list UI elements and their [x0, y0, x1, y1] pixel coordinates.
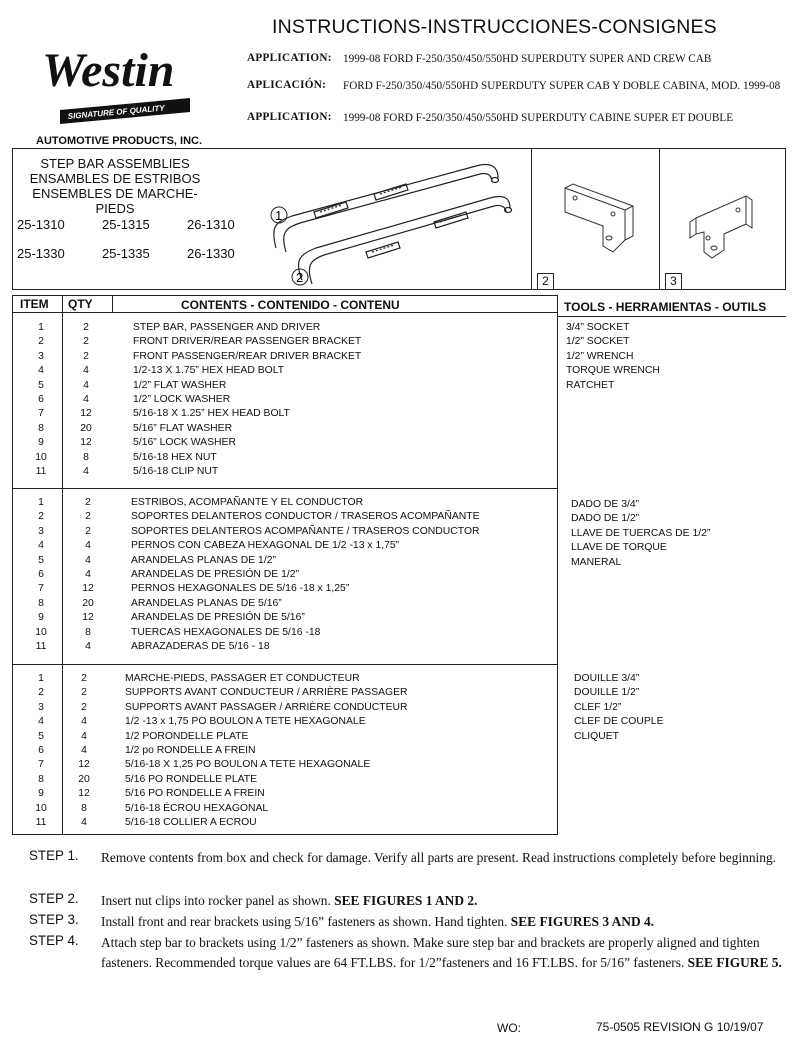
cell-qty: 2 [83, 350, 89, 362]
cell-description: 1/2-13 X 1.75” HEX HEAD BOLT [133, 365, 285, 377]
item-column-fr [25, 672, 57, 830]
step-text-body: Attach step bar to brackets using 1/2” fasteners as shown. Make sure step bar and brackets are properly aligned and tighten fasteners. Recommended torque values are 64 FT.LBS. for 1/2”fasteners and 16 FT.LBS. for 5/16” fasteners. [101, 935, 760, 970]
cell-qty: 12 [78, 759, 90, 771]
cell-tool: LLAVE DE TUERCAS DE 1/2” [571, 527, 711, 539]
step-3 [0, 912, 808, 932]
cell-description: FRONT PASSENGER/REAR DRIVER BRACKET [133, 350, 362, 362]
cell-description: ARANDELAS PLANAS DE 5/16” [131, 597, 282, 609]
step-1 [0, 848, 808, 888]
cell-qty: 4 [81, 744, 87, 756]
cell-qty: 12 [78, 788, 90, 800]
cell-tool: DOUILLE 3/4” [574, 673, 640, 684]
bracket-front-drawing [555, 180, 645, 260]
cell-qty: 2 [85, 511, 91, 523]
cell-item: 9 [38, 437, 44, 449]
cell-description: SUPPORTS AVANT PASSAGER / ARRIÈRE CONDUCTEUR [125, 701, 408, 713]
bracket-rear-drawing [684, 188, 764, 268]
cell-tool: 1/2” SOCKET [566, 336, 630, 348]
cell-description: ABRAZADERAS DE 5/16 - 18 [131, 640, 270, 652]
step-text [101, 848, 791, 868]
table-header-line [12, 312, 557, 313]
tools-column-es [571, 498, 710, 570]
table-top-line [12, 295, 557, 296]
cell-description: 5/16-18 ÉCROU HEXAGONAL [125, 802, 269, 814]
application-text: FORD F-250/350/450/550HD SUPERDUTY SUPER CAB Y DOBLE CABINA, MOD. 1999-08 [343, 80, 781, 92]
qty-column-es [74, 496, 102, 654]
table-border [12, 295, 13, 835]
tools-column-en [566, 321, 660, 393]
cell-item: 4 [38, 540, 44, 552]
item-column-en [25, 321, 57, 479]
cell-item: 11 [35, 465, 47, 477]
cell-tool: 1/2” WRENCH [566, 350, 634, 362]
cell-description: TUERCAS HEXAGONALES DE 5/16 -18 [131, 626, 321, 638]
cell-item: 2 [38, 511, 44, 523]
cell-item: 11 [35, 816, 47, 828]
cell-qty: 20 [80, 422, 92, 434]
application-label: APLICACIÓN: [247, 79, 327, 91]
part-number: 25-1335 [102, 246, 150, 261]
cell-qty: 2 [81, 673, 87, 684]
step-figure-ref: SEE FIGURES 1 AND 2. [334, 893, 478, 908]
cell-description: ARANDELAS DE PRESIÓN DE 1/2” [131, 568, 300, 580]
cell-item: 11 [35, 640, 47, 652]
part-number: 25-1330 [17, 246, 65, 261]
cell-description: ARANDELAS PLANAS DE 1/2” [131, 554, 276, 566]
company-name: AUTOMOTIVE PRODUCTS, INC. [36, 135, 203, 147]
cell-item: 5 [38, 730, 44, 742]
cell-item: 3 [38, 525, 44, 537]
cell-qty: 8 [83, 451, 89, 463]
step-figure-ref: SEE FIGURES 3 AND 4. [510, 914, 655, 929]
cell-item: 2 [38, 336, 44, 348]
cell-description: 1/2” LOCK WASHER [133, 393, 231, 405]
cell-qty: 4 [85, 540, 91, 552]
header-contents: CONTENTS - CONTENIDO - CONTENU [181, 298, 400, 312]
qty-column-fr [70, 672, 98, 830]
cell-qty: 2 [83, 322, 89, 333]
cell-qty: 2 [83, 336, 89, 348]
application-row-es [0, 79, 808, 111]
cell-qty: 12 [80, 408, 92, 420]
part-number: 26-1330 [187, 246, 235, 261]
cell-item: 6 [38, 393, 44, 405]
cell-qty: 20 [82, 597, 94, 609]
cell-item: 10 [35, 802, 47, 814]
assembly-title-es: ENSAMBLES DE ESTRIBOS [29, 171, 201, 186]
cell-item: 1 [38, 673, 44, 684]
step-text-body: Insert nut clips into rocker panel as shown. [101, 893, 335, 908]
cell-tool: CLEF DE COUPLE [574, 716, 664, 728]
cell-qty: 12 [80, 437, 92, 449]
cell-item: 7 [38, 759, 44, 771]
steps-section [0, 848, 808, 1008]
contents-column-es [131, 496, 480, 654]
cell-description: SOPORTES DELANTEROS ACOMPAÑANTE / TRASEROS CONDUCTOR [131, 525, 480, 537]
qty-column-en [72, 321, 100, 479]
cell-tool: 3/4” SOCKET [566, 322, 630, 333]
cell-description: 5/16-18 X 1.25” HEX HEAD BOLT [133, 408, 290, 420]
cell-tool: CLEF 1/2” [574, 701, 622, 713]
assembly-title-en: STEP BAR ASSEMBLIES [40, 156, 190, 171]
revision-info: 75-0505 REVISION G 10/19/07 [596, 1020, 764, 1034]
cell-qty: 8 [81, 802, 87, 814]
cell-qty: 20 [78, 773, 90, 785]
cell-description: 1/2 po RONDELLE A FREIN [125, 744, 256, 756]
cell-qty: 4 [85, 640, 91, 652]
tools-header-line [557, 316, 786, 317]
step-label: STEP 1. [29, 848, 79, 863]
header-item: ITEM [20, 297, 49, 311]
callout-one: 1 [275, 208, 283, 223]
part-number: 26-1310 [187, 217, 235, 232]
cell-qty: 4 [83, 393, 89, 405]
step-text-body: Remove contents from box and check for damage. Verify all parts are present. Read instructions completely before beginning. [101, 850, 777, 865]
item-column-es [25, 496, 57, 654]
cell-qty: 12 [82, 612, 94, 624]
cell-qty: 2 [85, 525, 91, 537]
header-tools: TOOLS - HERRAMIENTAS - OUTILS [564, 300, 767, 314]
cell-item: 4 [38, 716, 44, 728]
cell-item: 7 [38, 408, 44, 420]
cell-item: 8 [38, 597, 44, 609]
application-label: APPLICATION: [247, 52, 332, 64]
cell-qty: 4 [83, 365, 89, 377]
cell-tool: TORQUE WRENCH [566, 365, 660, 377]
cell-qty: 12 [82, 583, 94, 595]
cell-qty: 4 [85, 568, 91, 580]
application-row-en [0, 52, 808, 68]
cell-description: ESTRIBOS, ACOMPAÑANTE Y EL CONDUCTOR [131, 497, 364, 508]
step-text [101, 933, 791, 973]
cell-qty: 4 [83, 465, 89, 477]
cell-description: 5/16 PO RONDELLE PLATE [125, 773, 258, 785]
step-text [101, 891, 791, 911]
logo-wordmark: Westin [42, 44, 175, 97]
cell-qty: 4 [85, 554, 91, 566]
cell-item: 6 [38, 744, 44, 756]
cell-description: 1/2” FLAT WASHER [133, 379, 227, 391]
application-label: APPLICATION: [247, 111, 332, 123]
cell-description: SUPPORTS AVANT CONDUCTEUR / ARRIÈRE PASSAGER [125, 687, 408, 699]
step-label: STEP 2. [29, 891, 79, 906]
cell-item: 5 [38, 379, 44, 391]
cell-tool: LLAVE DE TORQUE [571, 542, 667, 554]
cell-description: 5/16” LOCK WASHER [133, 437, 236, 449]
cell-description: MARCHE-PIEDS, PASSAGER ET CONDUCTEUR [125, 673, 360, 684]
cell-qty: 2 [81, 687, 87, 699]
cell-item: 6 [38, 568, 44, 580]
table-bottom-line [12, 834, 557, 835]
figure-divider [659, 148, 660, 290]
part-number: 25-1315 [102, 217, 150, 232]
cell-qty: 4 [81, 716, 87, 728]
cell-item: 3 [38, 350, 44, 362]
step-2 [0, 891, 808, 911]
table-border [62, 295, 63, 835]
cell-description: 5/16-18 COLLIER A ECROU [125, 816, 257, 828]
callout-two: 2 [296, 270, 304, 285]
cell-qty: 8 [85, 626, 91, 638]
table-border [112, 295, 113, 313]
step-text-body: Install front and rear brackets using 5/16” fasteners as shown. Hand tighten. [101, 914, 511, 929]
cell-tool: RATCHET [566, 379, 615, 391]
cell-description: FRONT DRIVER/REAR PASSENGER BRACKET [133, 336, 362, 348]
figure-number-box: 3 [665, 273, 682, 290]
step-text [101, 912, 791, 932]
cell-item: 1 [38, 497, 44, 508]
cell-item: 8 [38, 422, 44, 434]
step-4 [0, 933, 808, 995]
cell-description: 5/16” FLAT WASHER [133, 422, 233, 434]
application-text: 1999-08 FORD F-250/350/450/550HD SUPERDUTY SUPER AND CREW CAB [343, 53, 712, 65]
cell-description: PERNOS CON CABEZA HEXAGONAL DE 1/2 -13 x 1,75” [131, 540, 400, 552]
header-qty: QTY [68, 297, 93, 311]
cell-description: STEP BAR, PASSENGER AND DRIVER [133, 322, 321, 333]
tools-column-fr [574, 672, 664, 744]
cell-item: 2 [38, 687, 44, 699]
cell-item: 7 [38, 583, 44, 595]
cell-qty: 4 [81, 730, 87, 742]
step-figure-ref: SEE FIGURE 5. [687, 955, 782, 970]
table-border [557, 295, 558, 835]
step-label: STEP 3. [29, 912, 79, 927]
cell-tool: MANERAL [571, 556, 622, 568]
contents-column-en [133, 321, 361, 479]
step-bar-drawing [262, 156, 522, 288]
application-text: 1999-08 FORD F-250/350/450/550HD SUPERDUTY CABINE SUPER ET DOUBLE [343, 112, 734, 124]
cell-tool: DADO DE 3/4” [571, 499, 640, 510]
cell-qty: 2 [85, 497, 91, 508]
cell-description: 5/16 PO RONDELLE A FREIN [125, 788, 265, 800]
assembly-title-fr: ENSEMBLES DE MARCHE-PIEDS [32, 186, 198, 216]
cell-description: 1/2 -13 x 1,75 PO BOULON A TETE HEXAGONALE [125, 716, 366, 728]
cell-tool: DADO DE 1/2” [571, 513, 640, 525]
cell-tool: CLIQUET [574, 730, 620, 742]
cell-description: SOPORTES DELANTEROS CONDUCTOR / TRASEROS ACOMPAÑANTE [131, 511, 480, 523]
figure-number-box: 2 [537, 273, 554, 290]
application-row-fr [0, 111, 808, 127]
contents-column-fr [125, 672, 408, 830]
cell-description: PERNOS HEXAGONALES DE 5/16 -18 x 1,25” [131, 583, 350, 595]
document-title: INSTRUCTIONS-INSTRUCCIONES-CONSIGNES [272, 16, 717, 38]
cell-qty: 2 [81, 701, 87, 713]
figure-divider [531, 148, 532, 290]
cell-item: 9 [38, 788, 44, 800]
step-label: STEP 4. [29, 933, 79, 948]
cell-item: 5 [38, 554, 44, 566]
part-number: 25-1310 [17, 217, 65, 232]
cell-item: 1 [38, 322, 44, 333]
cell-description: 1/2 PORONDELLE PLATE [125, 730, 249, 742]
section-separator [12, 664, 557, 665]
cell-description: ARANDELAS DE PRESIÓN DE 5/16” [131, 612, 305, 624]
cell-description: 5/16-18 HEX NUT [133, 451, 217, 463]
work-order-label: WO: [497, 1021, 521, 1035]
cell-description: 5/16-18 X 1,25 PO BOULON A TETE HEXAGONALE [125, 759, 371, 771]
cell-item: 10 [35, 626, 47, 638]
cell-qty: 4 [81, 816, 87, 828]
cell-item: 10 [35, 451, 47, 463]
cell-qty: 4 [83, 379, 89, 391]
cell-item: 3 [38, 701, 44, 713]
cell-tool: DOUILLE 1/2” [574, 687, 640, 699]
assembly-titles [15, 156, 215, 216]
logo-tagline: SIGNATURE OF QUALITY [67, 103, 165, 121]
cell-description: 5/16-18 CLIP NUT [133, 465, 219, 477]
section-separator [12, 488, 557, 489]
cell-item: 8 [38, 773, 44, 785]
cell-item: 9 [38, 612, 44, 624]
cell-item: 4 [38, 365, 44, 377]
